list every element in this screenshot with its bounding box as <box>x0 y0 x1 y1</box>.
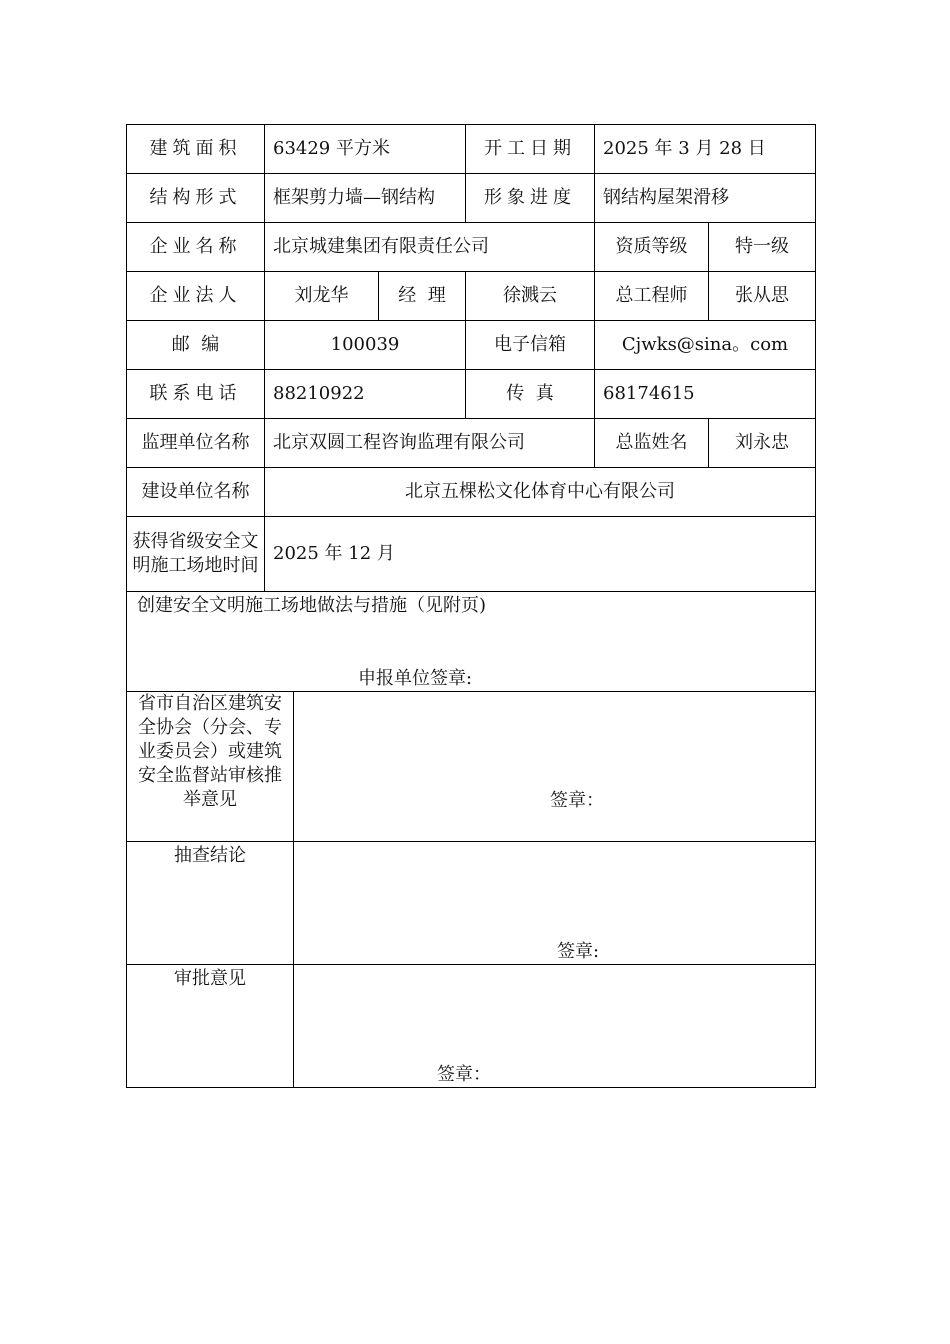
supervisor-value: 北京双圆工程咨询监理有限公司 <box>265 419 595 468</box>
fax-label: 传 真 <box>466 370 595 419</box>
row-structure <box>127 174 816 223</box>
award-label: 获得省级安全文明施工场地时间 <box>127 517 265 592</box>
structure-label: 结构形式 <box>127 174 265 223</box>
builder-label: 建设单位名称 <box>127 468 265 517</box>
chief-supervisor-value: 刘永忠 <box>709 419 816 468</box>
approval-sign: 签章： <box>437 1064 491 1085</box>
qualification-label: 资质等级 <box>595 223 709 272</box>
structure-value: 框架剪力墙—钢结构 <box>265 174 466 223</box>
review-opinion-cell[interactable] <box>294 692 816 842</box>
row-measures <box>127 592 816 692</box>
info-table <box>126 124 816 692</box>
row-award <box>127 517 816 592</box>
manager-label: 经 理 <box>379 272 466 321</box>
row-area <box>127 125 816 174</box>
email-value: Cjwks@sina。com <box>595 321 816 370</box>
row-postcode <box>127 321 816 370</box>
approval-label: 审批意见 <box>127 965 294 1088</box>
legal-value: 刘龙华 <box>265 272 379 321</box>
row-phone <box>127 370 816 419</box>
company-value: 北京城建集团有限责任公司 <box>265 223 595 272</box>
company-label: 企业名称 <box>127 223 265 272</box>
legal-label: 企业法人 <box>127 272 265 321</box>
measures-title: 创建安全文明施工场地做法与措施（见附页) <box>137 595 487 616</box>
row-supervisor <box>127 419 816 468</box>
engineer-label: 总工程师 <box>595 272 709 321</box>
row-company <box>127 223 816 272</box>
builder-value: 北京五棵松文化体育中心有限公司 <box>265 468 816 517</box>
approval-opinion-cell[interactable] <box>294 965 816 1088</box>
inspection-sign: 签章: <box>557 941 600 962</box>
email-label: 电子信箱 <box>466 321 595 370</box>
progress-value: 钢结构屋架滑移 <box>595 174 816 223</box>
phone-value: 88210922 <box>265 370 466 419</box>
qualification-value: 特一级 <box>709 223 816 272</box>
measures-cell <box>127 592 816 692</box>
chief-supervisor-label: 总监姓名 <box>595 419 709 468</box>
review-table <box>126 691 816 1088</box>
inspection-result-cell[interactable] <box>294 842 816 965</box>
area-label: 建筑面积 <box>127 125 265 174</box>
start-date-value: 2025 年 3 月 28 日 <box>595 125 816 174</box>
manager-value: 徐溅云 <box>466 272 595 321</box>
postcode-label: 邮 编 <box>127 321 265 370</box>
row-builder <box>127 468 816 517</box>
row-review <box>127 692 816 842</box>
award-value: 2025 年 12 月 <box>265 517 816 592</box>
postcode-value: 100039 <box>265 321 466 370</box>
engineer-value: 张从思 <box>709 272 816 321</box>
row-legal <box>127 272 816 321</box>
review-label: 省市自治区建筑安全协会（分会、专业委员会）或建筑安全监督站审核推举意见 <box>127 692 294 842</box>
start-date-label: 开工日期 <box>466 125 595 174</box>
row-inspection <box>127 842 816 965</box>
review-sign: 签章： <box>550 790 604 811</box>
fax-value: 68174615 <box>595 370 816 419</box>
row-approval <box>127 965 816 1088</box>
area-value: 63429 平方米 <box>265 125 466 174</box>
inspection-label: 抽查结论 <box>127 842 294 965</box>
registration-form <box>126 124 815 1088</box>
measures-sign: 申报单位签章: <box>358 668 473 689</box>
phone-label: 联系电话 <box>127 370 265 419</box>
progress-label: 形象进度 <box>466 174 595 223</box>
supervisor-label: 监理单位名称 <box>127 419 265 468</box>
